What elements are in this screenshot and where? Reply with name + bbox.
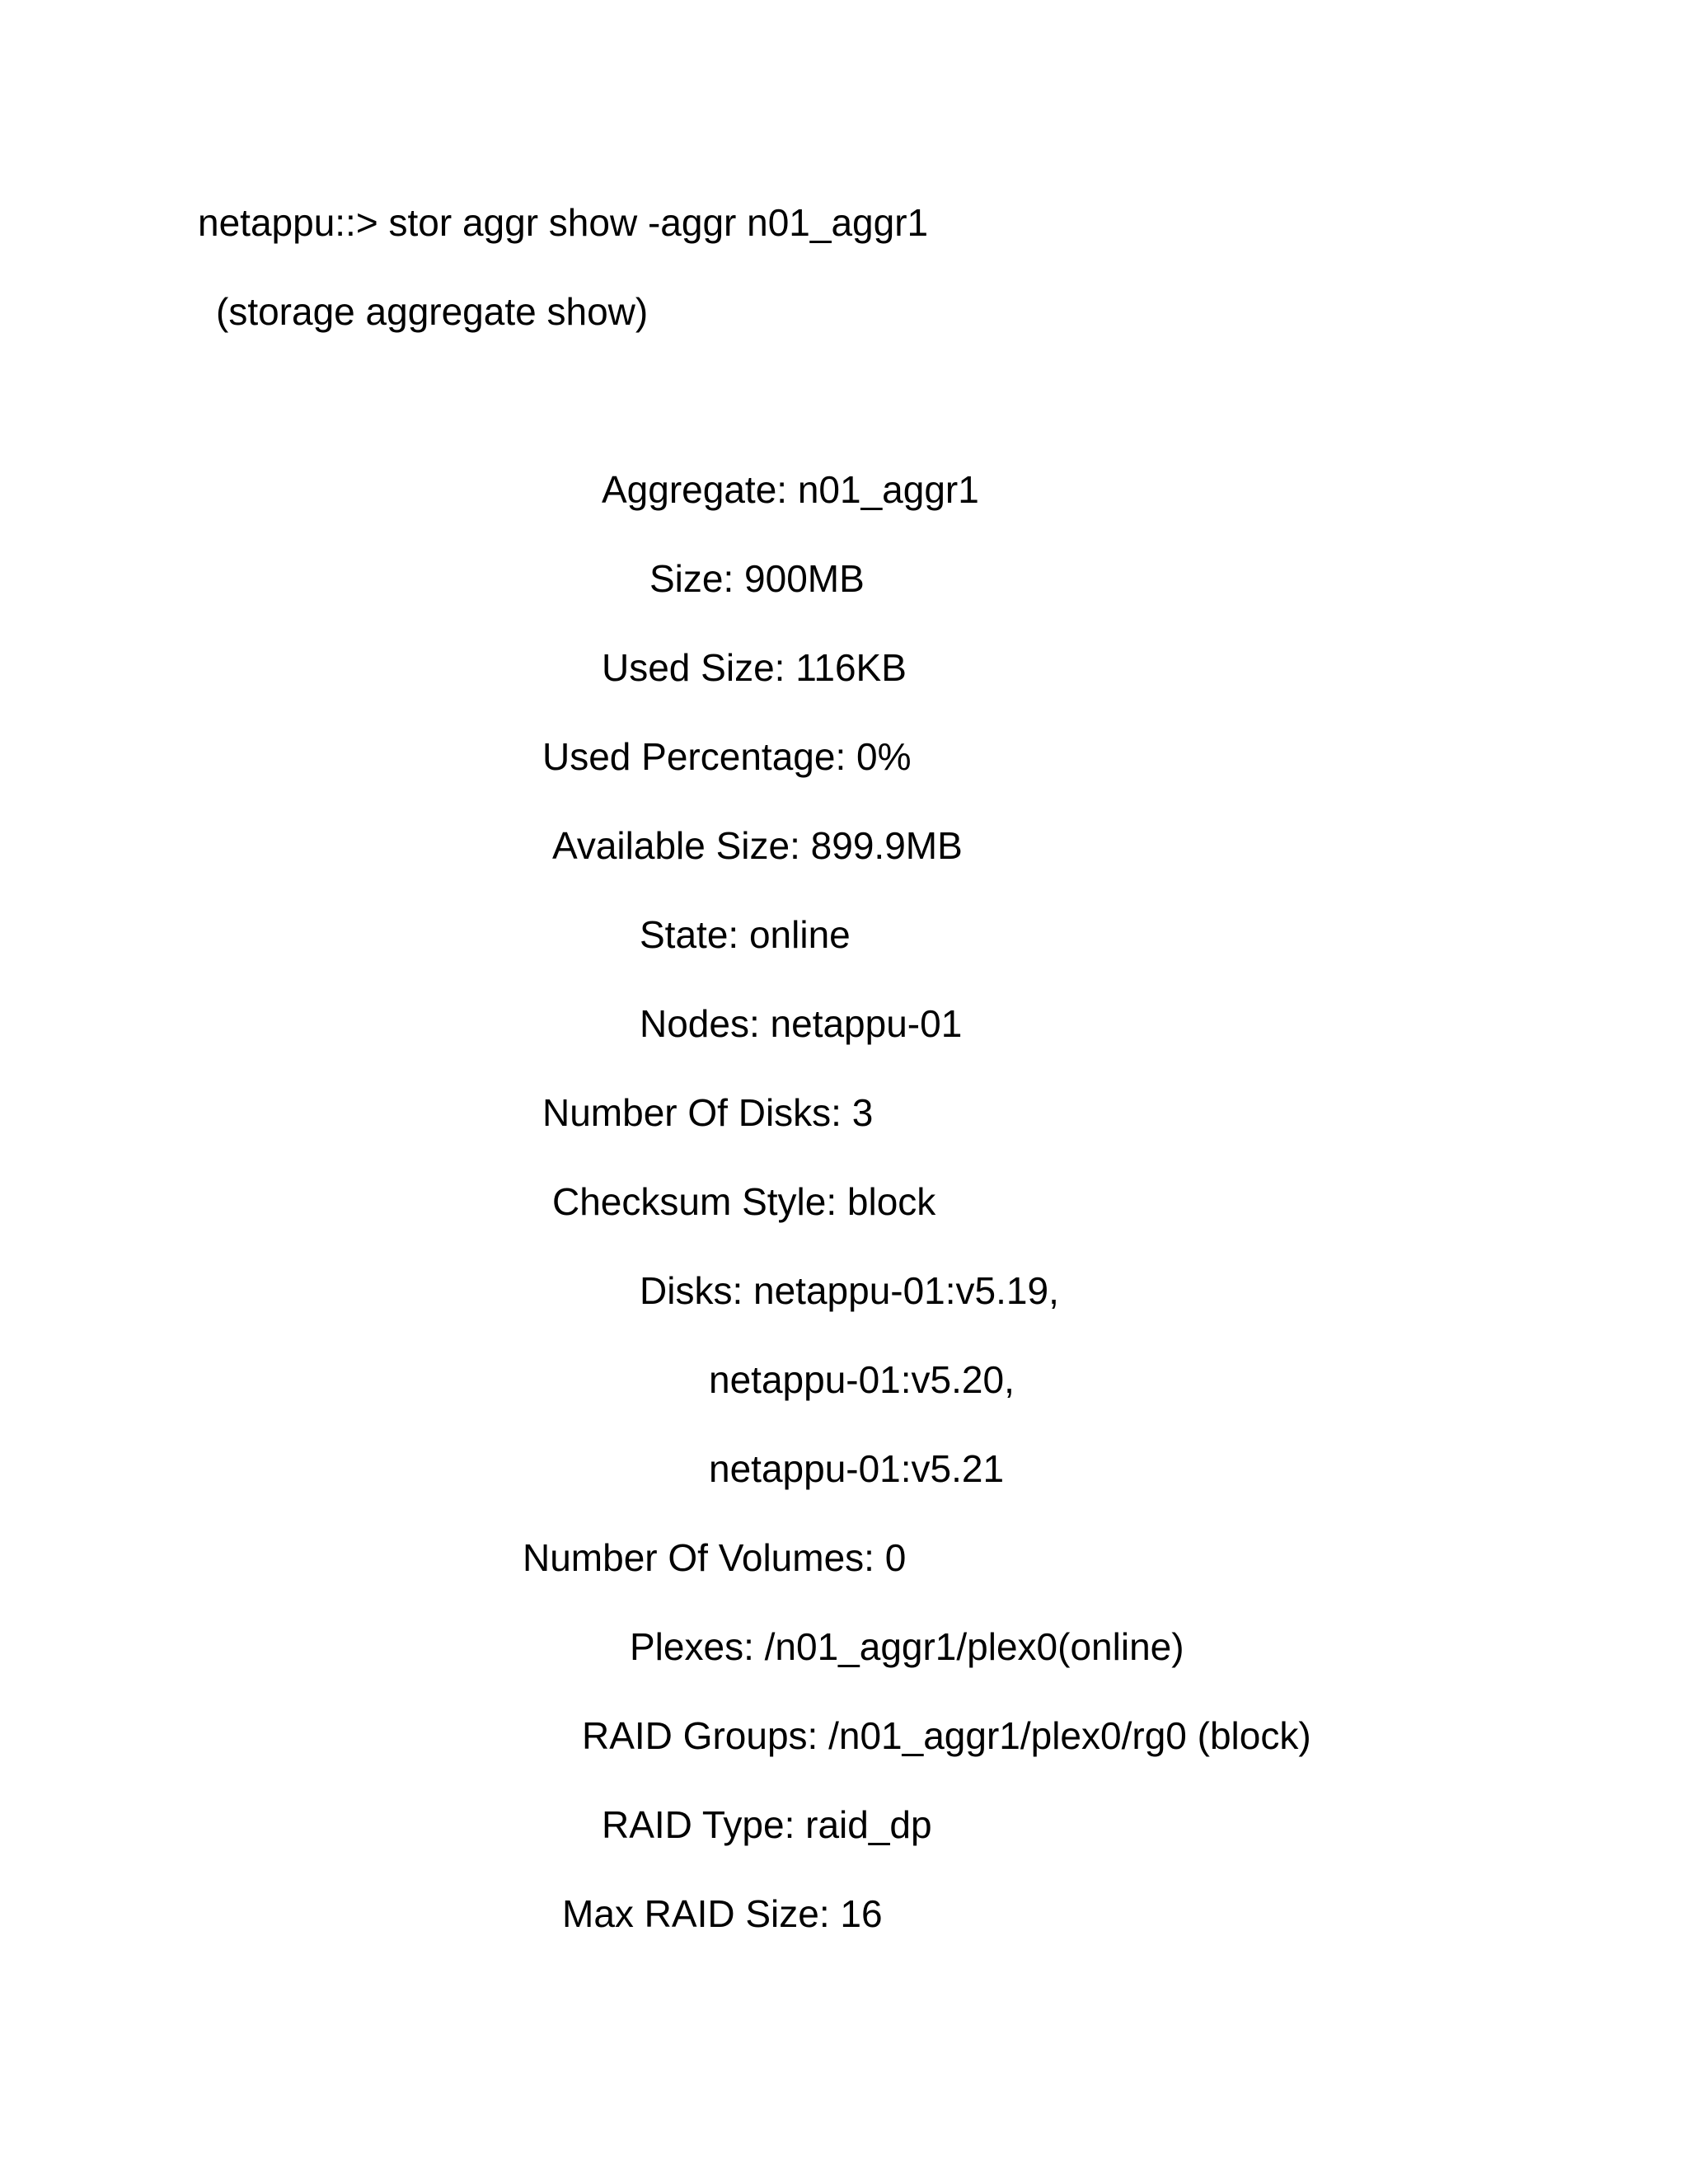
field-plexes: Plexes: /n01_aggr1/plex0(online) — [630, 1625, 1184, 1668]
field-disks: Disks: netappu-01:v5.19, — [640, 1269, 1059, 1312]
field-used-size: Used Size: 116KB — [602, 646, 907, 689]
field-nodes: Nodes: netappu-01 — [640, 1002, 963, 1045]
field-aggregate: Aggregate: n01_aggr1 — [602, 468, 979, 511]
field-raid-groups: RAID Groups: /n01_aggr1/plex0/rg0 (block) — [582, 1714, 1311, 1757]
field-available-size: Available Size: 899.9MB — [552, 824, 963, 867]
field-used-percentage: Used Percentage: 0% — [542, 735, 912, 778]
field-max-raid-size: Max RAID Size: 16 — [562, 1892, 883, 1935]
field-state: State: online — [640, 913, 851, 956]
field-number-of-volumes: Number Of Volumes: 0 — [523, 1536, 907, 1579]
field-disks-continued-2: netappu-01:v5.21 — [709, 1447, 1005, 1490]
command-prompt-line: netappu::> stor aggr show -aggr n01_aggr1 — [198, 201, 929, 244]
field-size: Size: 900MB — [649, 557, 865, 600]
field-checksum-style: Checksum Style: block — [552, 1180, 936, 1223]
field-number-of-disks: Number Of Disks: 3 — [542, 1091, 874, 1134]
command-subtitle: (storage aggregate show) — [216, 290, 649, 333]
field-raid-type: RAID Type: raid_dp — [602, 1803, 932, 1846]
field-disks-continued-1: netappu-01:v5.20, — [709, 1358, 1015, 1401]
